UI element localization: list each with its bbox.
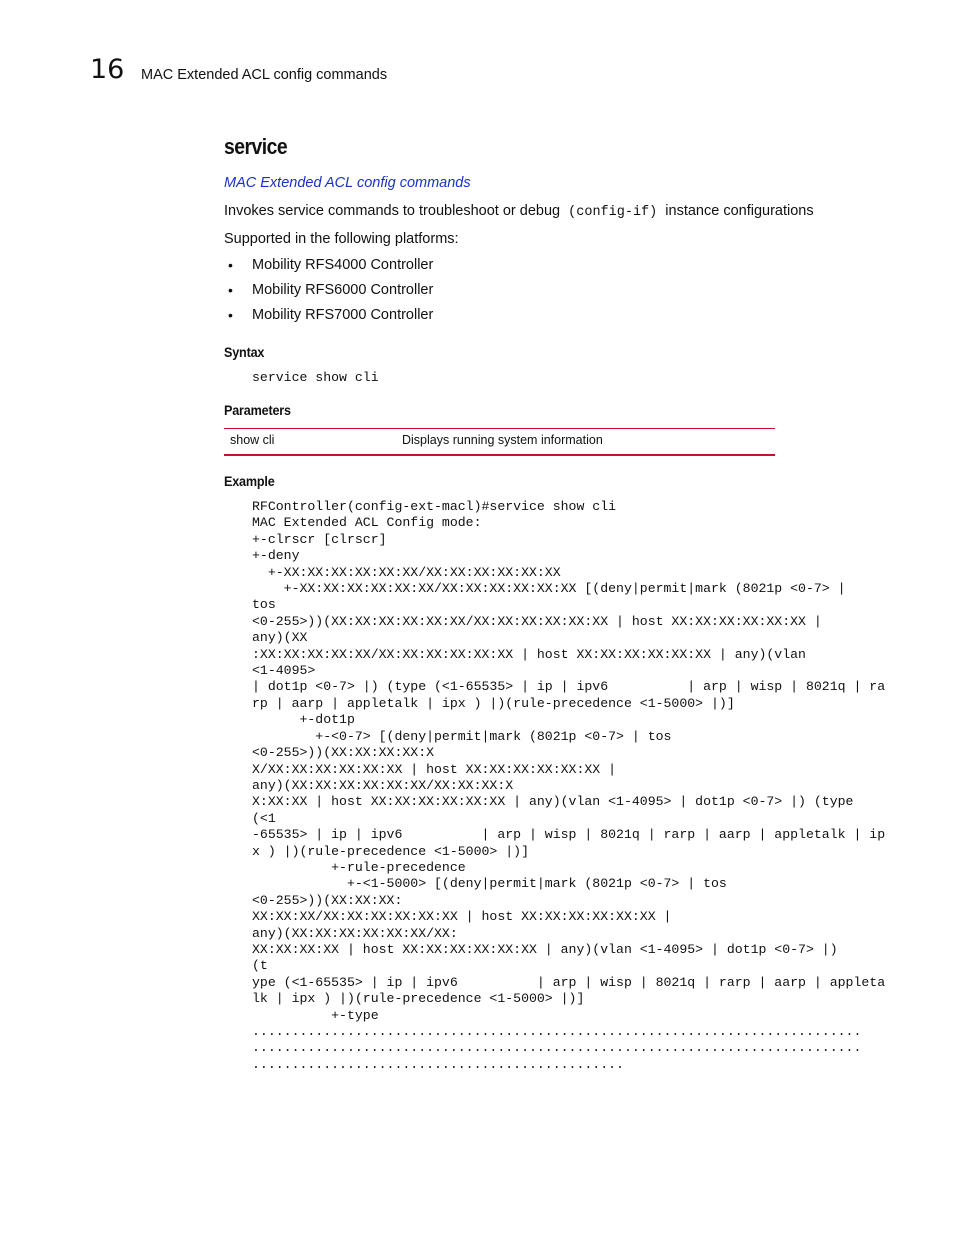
intro-paragraph (224, 202, 814, 222)
example-code-block: RFController(config-ext-macl)#service show cli MAC Extended ACL Config mode: +-clrscr [clrscr] +-deny +-XX:XX:XX:XX:XX:XX/XX:XX:XX:XX:XX:XX +-XX:XX:XX:XX:XX:XX/XX:XX:XX:XX:XX:XX [(deny|permit|mark (8021p <0-7> | tos <0-255>))(XX:XX:XX:XX:XX:XX/XX:XX:XX:XX:XX:XX | host XX:XX:XX:XX:XX:XX | any)(XX :XX:XX:XX:XX:XX/XX:XX:XX:XX:XX:XX | host XX:XX:XX:XX:XX:XX | any)(vlan <1-4095> | dot1p <0-7> |) (type (<1-65535> | ip | ipv6 | arp | wisp | 8021q | ra rp | aarp | appletalk | ipx ) |)(rule-precedence <1-5000> |)] +-dot1p +-<0-7> [(deny|permit|mark (8021p <0-7> | tos <0-255>))(XX:XX:XX:XX:X X/XX:XX:XX:XX:XX:XX | host XX:XX:XX:XX:XX:XX | any)(XX:XX:XX:XX:XX:XX/XX:XX:XX:X X:XX:XX | host XX:XX:XX:XX:XX:XX | any)(vlan <1-4095> | dot1p <0-7> |) (type (<1 -65535> | ip | ipv6 | arp | wisp | 8021q | rarp | aarp | appletalk | ip x ) |)(rule-precedence <1-5000> |)] +-rule-precedence +-<1-5000> [(deny|permit|mark (8021p <0-7> | tos <0-255>))(XX:XX:XX: XX:XX:XX/XX:XX:XX:XX:XX:XX | host XX:XX:XX:XX:XX:XX | any)(XX:XX:XX:XX:XX:XX/XX: XX:XX:XX:XX | host XX:XX:XX:XX:XX:XX | any)(vlan <1-4095> | dot1p <0-7> |) (t ype (<1-65535> | ip | ipv6 | arp | wisp | 8021q | rarp | aarp | appleta lk | ipx ) |)(rule-precedence <1-5000> |)] +-type ............................................................................. ............................................................................. ............................................... (252, 499, 886, 1072)
platform-label: Mobility RFS6000 Controller (252, 282, 434, 298)
platform-list (224, 256, 433, 331)
list-item (224, 256, 433, 281)
chapter-number: 16 (90, 54, 125, 85)
platforms-intro: Supported in the following platforms: (224, 231, 459, 247)
chapter-title: MAC Extended ACL config commands (141, 67, 388, 83)
mac-extended-acl-xref-link[interactable]: MAC Extended ACL config commands (224, 175, 471, 191)
intro-code: (config-if) (568, 205, 658, 220)
parameter-description: Displays running system information (402, 433, 603, 447)
section-title: service (224, 134, 288, 159)
parameter-name: show cli (230, 433, 275, 447)
bullet-icon: • (228, 282, 233, 298)
parameters-heading: Parameters (224, 402, 291, 418)
platform-label: Mobility RFS7000 Controller (252, 307, 434, 323)
intro-text-before: Invokes service commands to troubleshoot or debug (224, 203, 561, 219)
list-item (224, 306, 433, 331)
syntax-heading: Syntax (224, 344, 265, 360)
example-heading: Example (224, 473, 275, 489)
list-item (224, 281, 433, 306)
intro-text-after: instance configurations (665, 203, 814, 219)
bullet-icon: • (228, 257, 233, 273)
bullet-icon: • (228, 307, 233, 323)
syntax-code: service show cli (252, 370, 379, 385)
parameters-table (224, 428, 775, 456)
platform-label: Mobility RFS4000 Controller (252, 257, 434, 273)
